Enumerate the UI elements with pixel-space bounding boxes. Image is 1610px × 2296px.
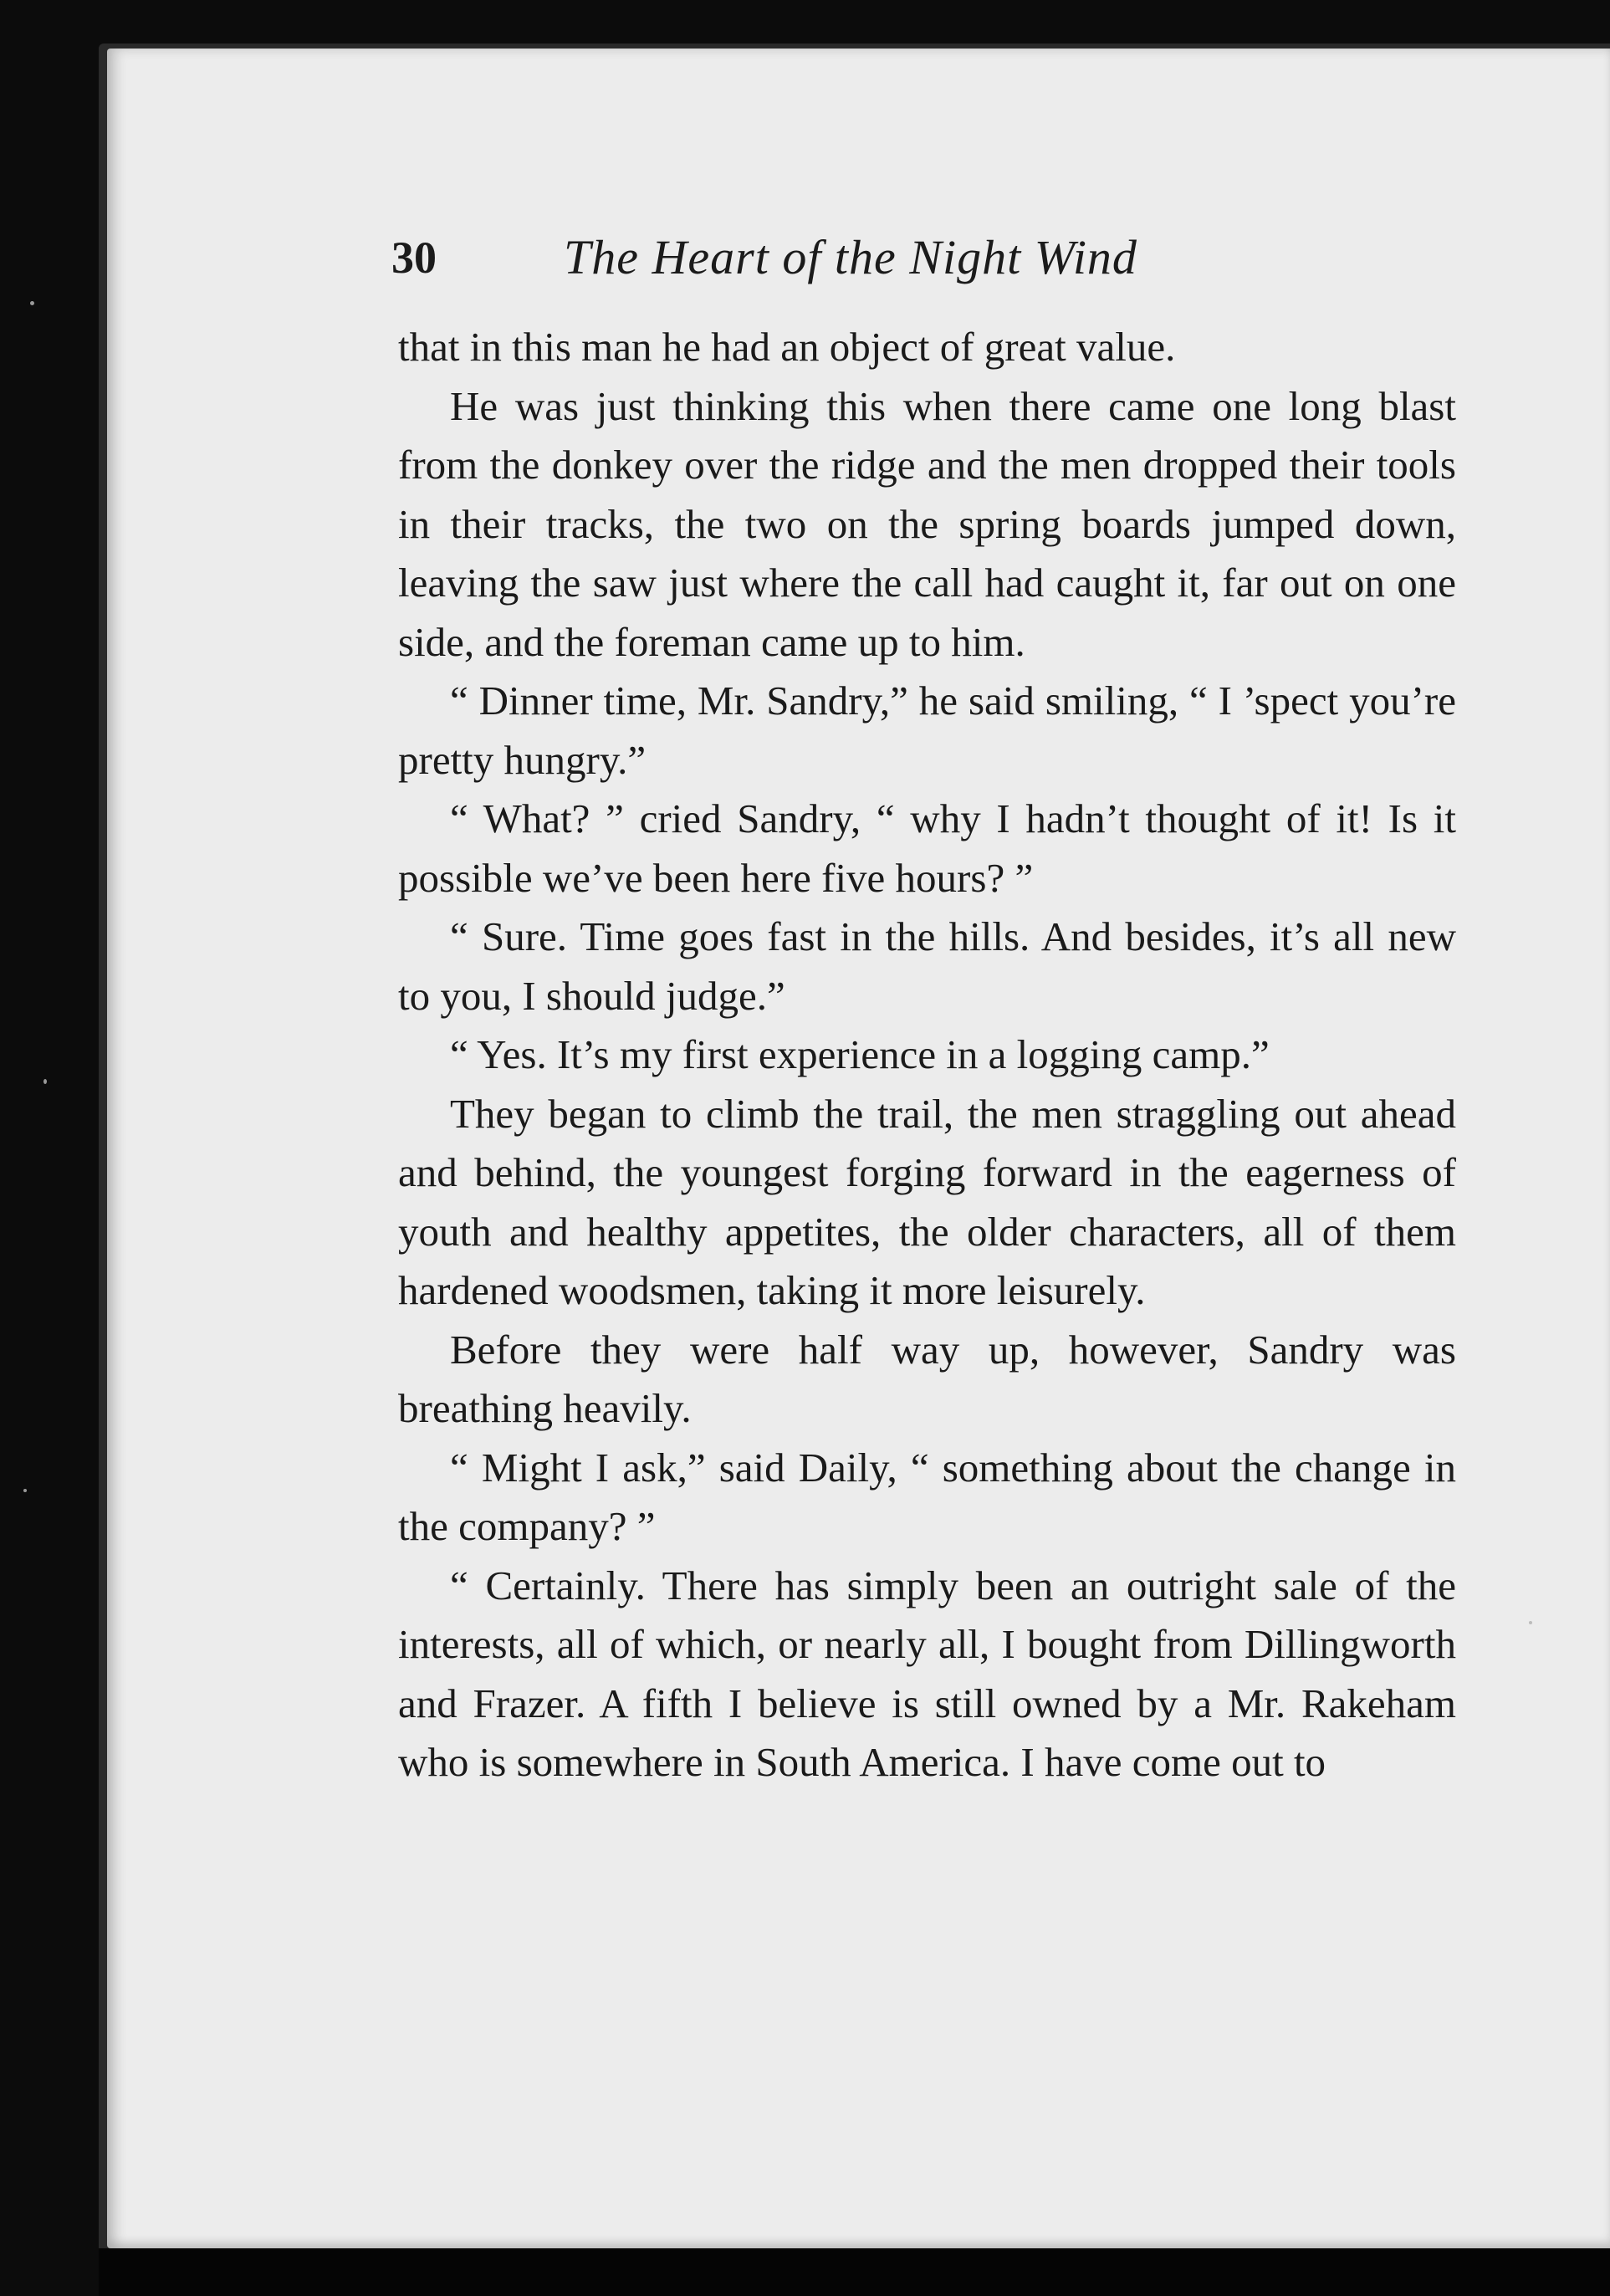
dust-speck — [43, 1079, 47, 1084]
paragraph: “ Dinner time, Mr. Sandry,” he said smiling, “ I ’spect you’re pretty hungry.” — [398, 678, 1456, 783]
paragraph: They began to climb the trail, the men straggling out ahead and behind, the youngest forging forward in the eagerness of youth and healthy appetites, the older characters, all of them hardened woodsmen, taking it more leisurely. — [398, 1090, 1456, 1313]
paragraph: “ Certainly. There has simply been an outright sale of the interests, all of which, or nearly all, I bought from Dillingworth and Frazer. A fifth I believe is still owned by a Mr. Rakeham who is somewhere in South America. I have come out to — [398, 1562, 1456, 1785]
dust-speck — [1529, 1621, 1532, 1624]
dust-speck — [30, 301, 34, 305]
running-head — [391, 224, 1462, 291]
body-text — [398, 318, 1456, 1792]
paragraph: “ What? ” cried Sandry, “ why I hadn’t thought of it! Is it possible we’ve been here five hours? ” — [398, 795, 1456, 901]
paragraph: “ Might I ask,” said Daily, “ something about the change in the company? ” — [398, 1444, 1456, 1549]
page-number: 30 — [391, 233, 437, 283]
book-title: The Heart of the Night Wind — [564, 230, 1137, 284]
paragraph: that in this man he had an object of great value. — [398, 324, 1176, 370]
paragraph: “ Sure. Time goes fast in the hills. And besides, it’s all new to you, I should judge.” — [398, 913, 1456, 1019]
paragraph: He was just thinking this when there came one long blast from the donkey over the ridge and the men dropped their tools in their tracks, the two on the spring boards jumped down, leaving the saw just where the call had caught it, far out on one side, and the foreman came up to him. — [398, 382, 1456, 665]
paragraph: Before they were half way up, however, Sandry was breathing heavily. — [398, 1326, 1456, 1431]
dust-speck — [23, 1489, 27, 1492]
paragraph: “ Yes. It’s my first experience in a logging camp.” — [450, 1031, 1270, 1077]
scan-bottom-border — [99, 2248, 1610, 2296]
